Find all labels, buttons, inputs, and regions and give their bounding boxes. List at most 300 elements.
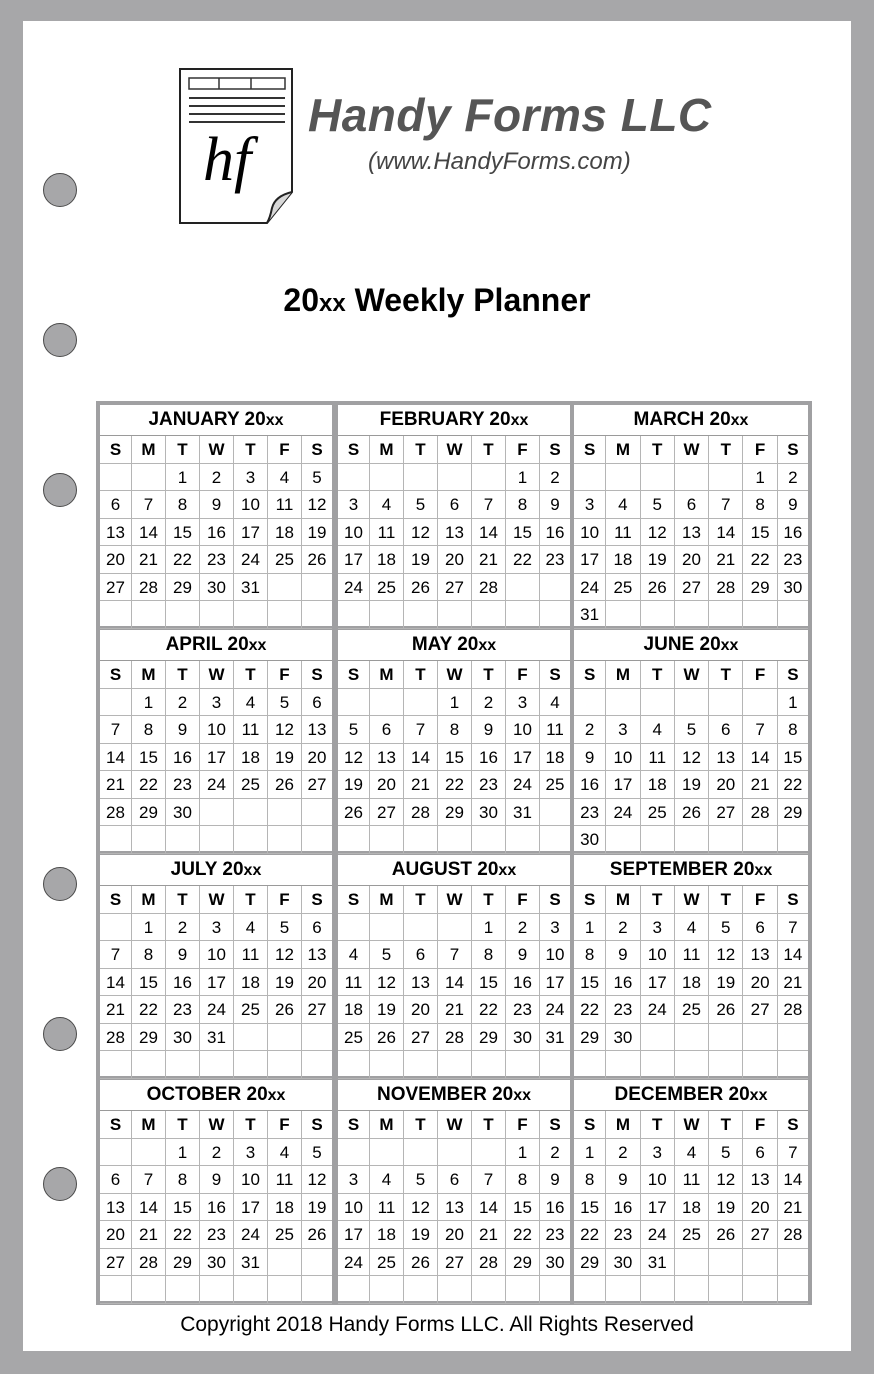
month-name bbox=[338, 405, 570, 435]
day-cell: 1 bbox=[743, 464, 777, 492]
day-cell bbox=[506, 601, 540, 629]
day-cell bbox=[675, 464, 709, 492]
day-cell bbox=[200, 826, 234, 854]
day-cell: 11 bbox=[234, 716, 268, 744]
binder-hole bbox=[43, 323, 77, 357]
day-cell: 2 bbox=[166, 689, 200, 717]
day-cell bbox=[438, 826, 472, 854]
weekday-header: T bbox=[404, 1111, 438, 1139]
day-cell: 22 bbox=[166, 1221, 200, 1249]
day-cell: 26 bbox=[641, 574, 675, 602]
day-cell: 23 bbox=[574, 799, 606, 827]
day-cell: 9 bbox=[540, 491, 570, 519]
day-cell: 24 bbox=[540, 996, 570, 1024]
weekday-header: S bbox=[338, 1111, 370, 1139]
day-cell: 26 bbox=[404, 574, 438, 602]
day-cell: 12 bbox=[675, 744, 709, 772]
day-cell: 31 bbox=[234, 1249, 268, 1277]
day-cell: 22 bbox=[506, 1221, 540, 1249]
day-cell: 1 bbox=[132, 914, 166, 942]
day-cell bbox=[166, 1276, 200, 1304]
month-year-suffix: xx bbox=[720, 637, 739, 654]
month-name bbox=[100, 1080, 332, 1110]
day-cell: 28 bbox=[438, 1024, 472, 1052]
day-cell bbox=[234, 601, 268, 629]
day-cell bbox=[641, 1276, 675, 1304]
copyright-notice: Copyright 2018 Handy Forms LLC. All Rights Reserved bbox=[180, 1313, 694, 1336]
day-cell bbox=[338, 464, 370, 492]
day-cell bbox=[506, 826, 540, 854]
day-cell bbox=[268, 1276, 302, 1304]
weekday-header: S bbox=[540, 886, 570, 914]
day-cell bbox=[132, 1051, 166, 1079]
day-cell: 23 bbox=[540, 546, 570, 574]
day-cell: 2 bbox=[166, 914, 200, 942]
day-cell: 17 bbox=[338, 546, 370, 574]
day-cell bbox=[100, 601, 132, 629]
day-cell: 27 bbox=[438, 1249, 472, 1277]
day-cell bbox=[506, 1276, 540, 1304]
weekday-header: F bbox=[506, 436, 540, 464]
day-cell: 19 bbox=[709, 969, 743, 997]
day-cell bbox=[302, 799, 332, 827]
day-cell: 16 bbox=[606, 969, 640, 997]
day-cell: 18 bbox=[370, 546, 404, 574]
day-cell: 20 bbox=[100, 1221, 132, 1249]
day-cell bbox=[438, 1276, 472, 1304]
day-cell: 8 bbox=[166, 1166, 200, 1194]
day-cell bbox=[404, 914, 438, 942]
day-cell: 18 bbox=[234, 969, 268, 997]
day-cell: 13 bbox=[709, 744, 743, 772]
day-cell: 29 bbox=[132, 1024, 166, 1052]
day-cell: 25 bbox=[234, 996, 268, 1024]
month-year-suffix: xx bbox=[248, 637, 267, 654]
day-cell: 2 bbox=[200, 1139, 234, 1167]
day-cell: 9 bbox=[506, 941, 540, 969]
day-cell: 15 bbox=[778, 744, 808, 772]
day-cell bbox=[606, 464, 640, 492]
day-cell: 18 bbox=[338, 996, 370, 1024]
day-cell bbox=[438, 914, 472, 942]
day-cell: 7 bbox=[132, 1166, 166, 1194]
day-cell: 22 bbox=[166, 546, 200, 574]
company-website: (www.HandyForms.com) bbox=[368, 148, 631, 175]
day-cell bbox=[641, 1024, 675, 1052]
day-cell: 16 bbox=[166, 969, 200, 997]
month-grid bbox=[574, 1110, 808, 1301]
day-cell bbox=[778, 1276, 808, 1304]
month-name bbox=[100, 405, 332, 435]
day-cell: 24 bbox=[234, 1221, 268, 1249]
day-cell: 11 bbox=[268, 491, 302, 519]
day-cell: 10 bbox=[234, 1166, 268, 1194]
day-cell: 7 bbox=[132, 491, 166, 519]
day-cell bbox=[200, 1276, 234, 1304]
day-cell: 6 bbox=[370, 716, 404, 744]
day-cell: 7 bbox=[100, 716, 132, 744]
weekday-header: W bbox=[438, 436, 472, 464]
day-cell: 12 bbox=[370, 969, 404, 997]
day-cell bbox=[606, 826, 640, 854]
weekday-header: T bbox=[404, 436, 438, 464]
day-cell: 13 bbox=[675, 519, 709, 547]
weekday-header: T bbox=[709, 436, 743, 464]
day-cell: 30 bbox=[540, 1249, 570, 1277]
day-cell bbox=[132, 601, 166, 629]
day-cell: 5 bbox=[338, 716, 370, 744]
day-cell: 8 bbox=[506, 1166, 540, 1194]
month-year-suffix: xx bbox=[267, 1087, 286, 1104]
day-cell: 25 bbox=[675, 1221, 709, 1249]
day-cell: 1 bbox=[438, 689, 472, 717]
day-cell: 9 bbox=[200, 1166, 234, 1194]
day-cell bbox=[709, 826, 743, 854]
day-cell: 20 bbox=[438, 1221, 472, 1249]
day-cell: 17 bbox=[641, 969, 675, 997]
day-cell: 26 bbox=[370, 1024, 404, 1052]
day-cell: 28 bbox=[100, 799, 132, 827]
day-cell bbox=[675, 1051, 709, 1079]
weekday-header: M bbox=[606, 1111, 640, 1139]
day-cell: 21 bbox=[100, 771, 132, 799]
day-cell: 19 bbox=[404, 1221, 438, 1249]
day-cell: 31 bbox=[641, 1249, 675, 1277]
weekday-header: S bbox=[302, 436, 332, 464]
day-cell: 27 bbox=[302, 996, 332, 1024]
day-cell: 22 bbox=[132, 996, 166, 1024]
day-cell: 25 bbox=[370, 574, 404, 602]
day-cell: 17 bbox=[540, 969, 570, 997]
day-cell: 18 bbox=[641, 771, 675, 799]
day-cell: 9 bbox=[200, 491, 234, 519]
day-cell bbox=[506, 1051, 540, 1079]
day-cell: 23 bbox=[472, 771, 506, 799]
day-cell: 14 bbox=[404, 744, 438, 772]
day-cell: 26 bbox=[268, 996, 302, 1024]
day-cell: 24 bbox=[641, 996, 675, 1024]
day-cell: 19 bbox=[370, 996, 404, 1024]
month-name bbox=[338, 1080, 570, 1110]
day-cell: 15 bbox=[438, 744, 472, 772]
day-cell bbox=[132, 1139, 166, 1167]
day-cell: 15 bbox=[132, 969, 166, 997]
weekday-header: T bbox=[166, 886, 200, 914]
day-cell: 20 bbox=[675, 546, 709, 574]
day-cell: 3 bbox=[641, 914, 675, 942]
month-year-suffix: xx bbox=[243, 862, 262, 879]
day-cell: 9 bbox=[166, 941, 200, 969]
day-cell bbox=[234, 826, 268, 854]
month-grid bbox=[100, 1110, 332, 1301]
weekday-header: T bbox=[641, 661, 675, 689]
day-cell: 14 bbox=[743, 744, 777, 772]
day-cell: 21 bbox=[472, 546, 506, 574]
day-cell bbox=[743, 1249, 777, 1277]
day-cell: 21 bbox=[100, 996, 132, 1024]
day-cell: 22 bbox=[438, 771, 472, 799]
day-cell: 7 bbox=[778, 1139, 808, 1167]
month-block bbox=[100, 855, 332, 1076]
day-cell: 28 bbox=[132, 1249, 166, 1277]
day-cell: 4 bbox=[234, 914, 268, 942]
day-cell bbox=[338, 1051, 370, 1079]
day-cell: 3 bbox=[234, 464, 268, 492]
day-cell: 3 bbox=[506, 689, 540, 717]
day-cell: 13 bbox=[100, 1194, 132, 1222]
day-cell: 14 bbox=[472, 519, 506, 547]
day-cell: 11 bbox=[268, 1166, 302, 1194]
weekday-header: S bbox=[338, 436, 370, 464]
day-cell: 16 bbox=[200, 1194, 234, 1222]
day-cell: 1 bbox=[506, 464, 540, 492]
day-cell bbox=[302, 574, 332, 602]
day-cell: 21 bbox=[743, 771, 777, 799]
weekday-header: M bbox=[606, 886, 640, 914]
day-cell: 6 bbox=[302, 689, 332, 717]
weekday-header: S bbox=[100, 436, 132, 464]
month-name-text: JULY 20 bbox=[170, 859, 244, 880]
day-cell bbox=[472, 1276, 506, 1304]
day-cell: 19 bbox=[404, 546, 438, 574]
weekday-header: T bbox=[166, 661, 200, 689]
day-cell: 14 bbox=[438, 969, 472, 997]
month-block bbox=[338, 1080, 570, 1301]
weekday-header: T bbox=[709, 661, 743, 689]
weekday-header: W bbox=[200, 1111, 234, 1139]
day-cell: 2 bbox=[778, 464, 808, 492]
month-name bbox=[338, 855, 570, 885]
day-cell: 5 bbox=[370, 941, 404, 969]
weekday-header: T bbox=[234, 436, 268, 464]
weekday-header: S bbox=[574, 661, 606, 689]
weekday-header: S bbox=[540, 661, 570, 689]
day-cell: 25 bbox=[641, 799, 675, 827]
day-cell bbox=[100, 1139, 132, 1167]
weekday-header: M bbox=[370, 661, 404, 689]
day-cell bbox=[268, 1051, 302, 1079]
title-year: 20 bbox=[283, 282, 320, 318]
day-cell: 7 bbox=[709, 491, 743, 519]
weekday-header: F bbox=[268, 661, 302, 689]
day-cell bbox=[404, 826, 438, 854]
month-name-text: AUGUST 20 bbox=[391, 859, 499, 880]
weekday-header: T bbox=[472, 886, 506, 914]
day-cell bbox=[709, 1249, 743, 1277]
day-cell bbox=[641, 1051, 675, 1079]
month-name-text: APRIL 20 bbox=[165, 634, 249, 655]
day-cell: 17 bbox=[574, 546, 606, 574]
weekday-header: T bbox=[709, 886, 743, 914]
day-cell: 13 bbox=[743, 1166, 777, 1194]
day-cell: 31 bbox=[540, 1024, 570, 1052]
day-cell bbox=[302, 1051, 332, 1079]
day-cell bbox=[472, 826, 506, 854]
day-cell: 22 bbox=[574, 1221, 606, 1249]
day-cell: 13 bbox=[404, 969, 438, 997]
day-cell bbox=[404, 1051, 438, 1079]
day-cell: 18 bbox=[540, 744, 570, 772]
day-cell: 29 bbox=[166, 574, 200, 602]
day-cell: 4 bbox=[370, 1166, 404, 1194]
day-cell: 6 bbox=[100, 1166, 132, 1194]
day-cell bbox=[268, 799, 302, 827]
day-cell: 23 bbox=[166, 996, 200, 1024]
day-cell: 29 bbox=[506, 1249, 540, 1277]
day-cell bbox=[100, 914, 132, 942]
month-name-text: JANUARY 20 bbox=[148, 409, 266, 430]
day-cell: 14 bbox=[778, 1166, 808, 1194]
day-cell: 26 bbox=[338, 799, 370, 827]
month-year-suffix: xx bbox=[754, 862, 773, 879]
day-cell: 17 bbox=[606, 771, 640, 799]
day-cell: 30 bbox=[200, 1249, 234, 1277]
day-cell: 23 bbox=[778, 546, 808, 574]
month-name bbox=[574, 1080, 808, 1110]
day-cell: 17 bbox=[641, 1194, 675, 1222]
day-cell: 3 bbox=[540, 914, 570, 942]
day-cell: 31 bbox=[506, 799, 540, 827]
day-cell: 13 bbox=[438, 519, 472, 547]
day-cell bbox=[302, 601, 332, 629]
day-cell bbox=[606, 601, 640, 629]
month-grid bbox=[574, 885, 808, 1076]
day-cell bbox=[438, 1051, 472, 1079]
day-cell: 24 bbox=[338, 574, 370, 602]
day-cell: 26 bbox=[302, 546, 332, 574]
day-cell: 5 bbox=[675, 716, 709, 744]
day-cell bbox=[370, 1276, 404, 1304]
day-cell: 14 bbox=[132, 1194, 166, 1222]
day-cell: 15 bbox=[506, 1194, 540, 1222]
day-cell bbox=[778, 601, 808, 629]
weekday-header: M bbox=[606, 436, 640, 464]
day-cell: 2 bbox=[540, 464, 570, 492]
day-cell: 8 bbox=[574, 1166, 606, 1194]
weekday-header: T bbox=[641, 1111, 675, 1139]
day-cell bbox=[743, 601, 777, 629]
day-cell: 30 bbox=[606, 1249, 640, 1277]
day-cell: 11 bbox=[338, 969, 370, 997]
day-cell bbox=[540, 574, 570, 602]
weekday-header: F bbox=[506, 1111, 540, 1139]
day-cell: 10 bbox=[641, 1166, 675, 1194]
weekday-header: W bbox=[438, 661, 472, 689]
day-cell bbox=[338, 689, 370, 717]
day-cell bbox=[675, 689, 709, 717]
weekday-header: T bbox=[166, 436, 200, 464]
day-cell: 2 bbox=[606, 914, 640, 942]
day-cell: 24 bbox=[574, 574, 606, 602]
day-cell: 9 bbox=[778, 491, 808, 519]
day-cell bbox=[100, 464, 132, 492]
weekday-header: M bbox=[606, 661, 640, 689]
day-cell: 15 bbox=[132, 744, 166, 772]
day-cell bbox=[166, 826, 200, 854]
month-grid bbox=[100, 885, 332, 1076]
day-cell: 27 bbox=[743, 1221, 777, 1249]
day-cell: 2 bbox=[472, 689, 506, 717]
day-cell bbox=[472, 1051, 506, 1079]
day-cell: 17 bbox=[234, 1194, 268, 1222]
day-cell: 1 bbox=[778, 689, 808, 717]
day-cell: 19 bbox=[675, 771, 709, 799]
day-cell bbox=[370, 1139, 404, 1167]
logo-monogram: hf bbox=[203, 126, 252, 194]
day-cell: 19 bbox=[302, 519, 332, 547]
day-cell: 26 bbox=[302, 1221, 332, 1249]
weekday-header: T bbox=[404, 886, 438, 914]
day-cell: 18 bbox=[234, 744, 268, 772]
handy-forms-logo-icon bbox=[179, 68, 295, 226]
weekday-header: S bbox=[778, 661, 808, 689]
month-name-text: MAY 20 bbox=[411, 634, 479, 655]
day-cell bbox=[200, 799, 234, 827]
weekday-header: M bbox=[132, 886, 166, 914]
day-cell: 5 bbox=[302, 464, 332, 492]
day-cell bbox=[606, 689, 640, 717]
day-cell: 23 bbox=[200, 1221, 234, 1249]
day-cell: 27 bbox=[100, 574, 132, 602]
day-cell: 12 bbox=[709, 941, 743, 969]
day-cell: 15 bbox=[506, 519, 540, 547]
weekday-header: F bbox=[506, 886, 540, 914]
day-cell: 18 bbox=[606, 546, 640, 574]
day-cell: 9 bbox=[540, 1166, 570, 1194]
day-cell bbox=[540, 1276, 570, 1304]
weekday-header: F bbox=[268, 436, 302, 464]
day-cell: 24 bbox=[506, 771, 540, 799]
day-cell: 5 bbox=[268, 914, 302, 942]
day-cell bbox=[234, 1276, 268, 1304]
day-cell bbox=[338, 826, 370, 854]
day-cell: 13 bbox=[302, 941, 332, 969]
day-cell bbox=[370, 1051, 404, 1079]
day-cell: 2 bbox=[200, 464, 234, 492]
day-cell: 6 bbox=[302, 914, 332, 942]
day-cell: 23 bbox=[506, 996, 540, 1024]
day-cell: 18 bbox=[675, 969, 709, 997]
day-cell: 23 bbox=[166, 771, 200, 799]
day-cell: 10 bbox=[234, 491, 268, 519]
day-cell: 30 bbox=[606, 1024, 640, 1052]
day-cell: 11 bbox=[234, 941, 268, 969]
day-cell: 26 bbox=[709, 996, 743, 1024]
day-cell bbox=[675, 1276, 709, 1304]
day-cell: 4 bbox=[370, 491, 404, 519]
day-cell: 16 bbox=[606, 1194, 640, 1222]
day-cell: 16 bbox=[506, 969, 540, 997]
day-cell: 10 bbox=[540, 941, 570, 969]
day-cell: 30 bbox=[506, 1024, 540, 1052]
day-cell bbox=[404, 601, 438, 629]
day-cell: 11 bbox=[675, 941, 709, 969]
title-year-suffix: xx bbox=[319, 290, 346, 317]
month-name-text: OCTOBER 20 bbox=[146, 1084, 268, 1105]
day-cell bbox=[641, 826, 675, 854]
day-cell: 11 bbox=[370, 1194, 404, 1222]
day-cell: 20 bbox=[370, 771, 404, 799]
day-cell: 7 bbox=[743, 716, 777, 744]
day-cell: 19 bbox=[338, 771, 370, 799]
month-year-suffix: xx bbox=[478, 637, 497, 654]
day-cell: 4 bbox=[675, 1139, 709, 1167]
month-name bbox=[100, 855, 332, 885]
day-cell bbox=[743, 1024, 777, 1052]
month-grid bbox=[100, 435, 332, 626]
day-cell bbox=[268, 826, 302, 854]
day-cell: 28 bbox=[404, 799, 438, 827]
